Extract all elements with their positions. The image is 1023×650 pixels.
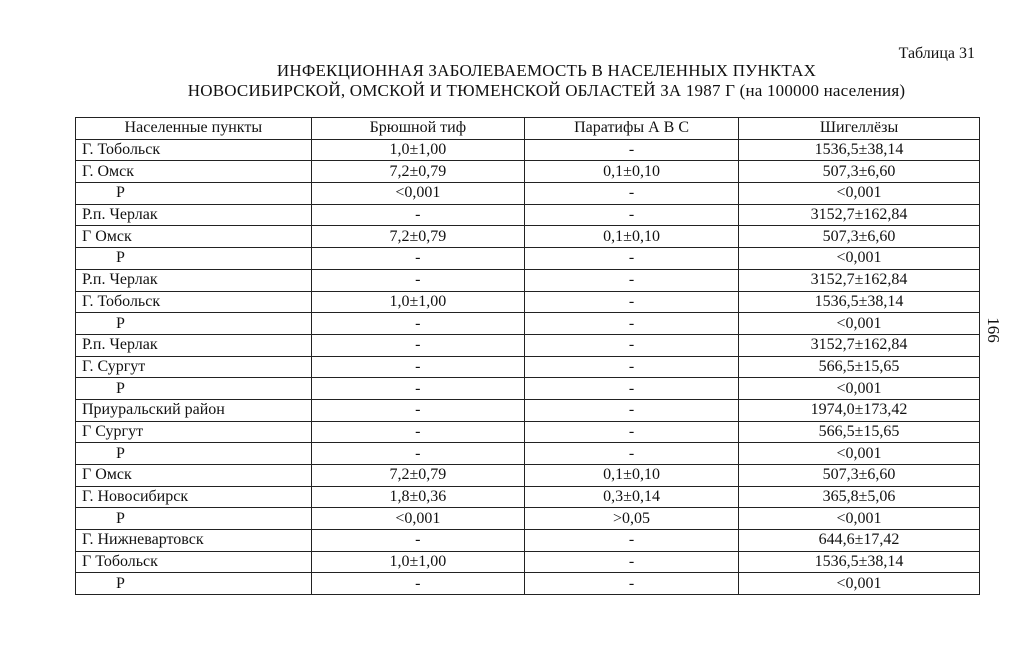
- cell-paratyphoid: -: [525, 334, 739, 356]
- cell-paratyphoid: -: [525, 378, 739, 400]
- cell-typhoid: -: [311, 204, 524, 226]
- table-row: [76, 573, 980, 595]
- cell-place: Р: [76, 508, 312, 530]
- cell-typhoid: -: [311, 421, 524, 443]
- cell-shigellosis: 507,3±6,60: [739, 465, 980, 487]
- cell-place: Р: [76, 573, 312, 595]
- table-row: [76, 248, 980, 270]
- cell-shigellosis: <0,001: [739, 378, 980, 400]
- title-line-2: НОВОСИБИРСКОЙ, ОМСКОЙ И ТЮМЕНСКОЙ ОБЛАСТЕЙ ЗА 1987 Г (на 100000 населения): [187, 81, 906, 100]
- table-row: [76, 204, 980, 226]
- header-paratyphoid: Паратифы А В С: [525, 118, 739, 140]
- cell-typhoid: -: [311, 356, 524, 378]
- cell-paratyphoid: -: [525, 530, 739, 552]
- table-row: [76, 486, 980, 508]
- cell-typhoid: -: [311, 573, 524, 595]
- table-row: [76, 551, 980, 573]
- cell-typhoid: -: [311, 334, 524, 356]
- cell-paratyphoid: -: [525, 573, 739, 595]
- cell-typhoid: 7,2±0,79: [311, 226, 524, 248]
- table-row: [76, 399, 980, 421]
- table-row: [76, 313, 980, 335]
- cell-typhoid: 7,2±0,79: [311, 465, 524, 487]
- cell-paratyphoid: -: [525, 204, 739, 226]
- cell-shigellosis: 507,3±6,60: [739, 161, 980, 183]
- cell-place: Приуральский район: [76, 399, 312, 421]
- cell-paratyphoid: -: [525, 443, 739, 465]
- table-number: Таблица 31: [898, 45, 975, 62]
- cell-shigellosis: <0,001: [739, 573, 980, 595]
- cell-paratyphoid: -: [525, 313, 739, 335]
- cell-place: Г Омск: [76, 226, 312, 248]
- header-places: Населенные пункты: [76, 118, 312, 140]
- title-line-1: ИНФЕКЦИОННАЯ ЗАБОЛЕВАЕМОСТЬ В НАСЕЛЕННЫХ ПУНКТАХ: [276, 61, 817, 80]
- cell-typhoid: <0,001: [311, 508, 524, 530]
- table-row: [76, 291, 980, 313]
- cell-place: Г. Новосибирск: [76, 486, 312, 508]
- cell-shigellosis: 1536,5±38,14: [739, 291, 980, 313]
- cell-paratyphoid: 0,1±0,10: [525, 226, 739, 248]
- incidence-table: [75, 117, 980, 595]
- cell-paratyphoid: >0,05: [525, 508, 739, 530]
- table-row: [76, 226, 980, 248]
- cell-shigellosis: <0,001: [739, 508, 980, 530]
- cell-shigellosis: 566,5±15,65: [739, 421, 980, 443]
- cell-typhoid: 1,0±1,00: [311, 551, 524, 573]
- cell-place: Р: [76, 313, 312, 335]
- cell-shigellosis: 365,8±5,06: [739, 486, 980, 508]
- cell-typhoid: -: [311, 530, 524, 552]
- table-row: [76, 378, 980, 400]
- table-header-row: [76, 118, 980, 140]
- cell-place: Р: [76, 378, 312, 400]
- cell-paratyphoid: -: [525, 356, 739, 378]
- table-row: [76, 334, 980, 356]
- table-row: [76, 443, 980, 465]
- cell-place: Г. Сургут: [76, 356, 312, 378]
- cell-place: Р.п. Черлак: [76, 334, 312, 356]
- cell-shigellosis: 566,5±15,65: [739, 356, 980, 378]
- table-row: [76, 269, 980, 291]
- table-row: [76, 421, 980, 443]
- cell-shigellosis: 644,6±17,42: [739, 530, 980, 552]
- cell-place: Г. Омск: [76, 161, 312, 183]
- cell-paratyphoid: -: [525, 183, 739, 205]
- cell-typhoid: -: [311, 443, 524, 465]
- cell-paratyphoid: -: [525, 421, 739, 443]
- cell-shigellosis: 507,3±6,60: [739, 226, 980, 248]
- cell-shigellosis: 3152,7±162,84: [739, 269, 980, 291]
- cell-place: Р.п. Черлак: [76, 269, 312, 291]
- table-row: [76, 508, 980, 530]
- table-row: [76, 139, 980, 161]
- table-row: [76, 530, 980, 552]
- cell-shigellosis: <0,001: [739, 313, 980, 335]
- cell-place: Р: [76, 248, 312, 270]
- cell-place: Г Сургут: [76, 421, 312, 443]
- cell-paratyphoid: -: [525, 551, 739, 573]
- cell-paratyphoid: 0,3±0,14: [525, 486, 739, 508]
- cell-shigellosis: 3152,7±162,84: [739, 334, 980, 356]
- cell-typhoid: 7,2±0,79: [311, 161, 524, 183]
- cell-shigellosis: 1536,5±38,14: [739, 551, 980, 573]
- cell-place: Г. Нижневартовск: [76, 530, 312, 552]
- header-typhoid: Брюшной тиф: [311, 118, 524, 140]
- table-row: [76, 356, 980, 378]
- cell-shigellosis: 3152,7±162,84: [739, 204, 980, 226]
- table-body: [76, 139, 980, 594]
- table-title: [0, 61, 1023, 101]
- cell-typhoid: -: [311, 313, 524, 335]
- cell-shigellosis: <0,001: [739, 443, 980, 465]
- cell-paratyphoid: 0,1±0,10: [525, 465, 739, 487]
- cell-paratyphoid: -: [525, 139, 739, 161]
- cell-place: Р.п. Черлак: [76, 204, 312, 226]
- cell-typhoid: -: [311, 248, 524, 270]
- header-shigellosis: Шигеллёзы: [739, 118, 980, 140]
- table-row: [76, 161, 980, 183]
- cell-typhoid: -: [311, 269, 524, 291]
- cell-shigellosis: <0,001: [739, 248, 980, 270]
- cell-place: Р: [76, 183, 312, 205]
- cell-paratyphoid: -: [525, 269, 739, 291]
- cell-shigellosis: 1536,5±38,14: [739, 139, 980, 161]
- cell-shigellosis: 1974,0±173,42: [739, 399, 980, 421]
- cell-typhoid: <0,001: [311, 183, 524, 205]
- cell-typhoid: 1,0±1,00: [311, 291, 524, 313]
- cell-typhoid: -: [311, 378, 524, 400]
- cell-typhoid: 1,0±1,00: [311, 139, 524, 161]
- cell-place: Г Омск: [76, 465, 312, 487]
- page-number: 166: [983, 317, 1003, 343]
- cell-place: Г. Тобольск: [76, 139, 312, 161]
- cell-typhoid: 1,8±0,36: [311, 486, 524, 508]
- cell-place: Р: [76, 443, 312, 465]
- cell-place: Г Тобольск: [76, 551, 312, 573]
- table-row: [76, 183, 980, 205]
- cell-paratyphoid: 0,1±0,10: [525, 161, 739, 183]
- cell-paratyphoid: -: [525, 291, 739, 313]
- table-row: [76, 465, 980, 487]
- cell-typhoid: -: [311, 399, 524, 421]
- cell-paratyphoid: -: [525, 399, 739, 421]
- cell-shigellosis: <0,001: [739, 183, 980, 205]
- cell-paratyphoid: -: [525, 248, 739, 270]
- cell-place: Г. Тобольск: [76, 291, 312, 313]
